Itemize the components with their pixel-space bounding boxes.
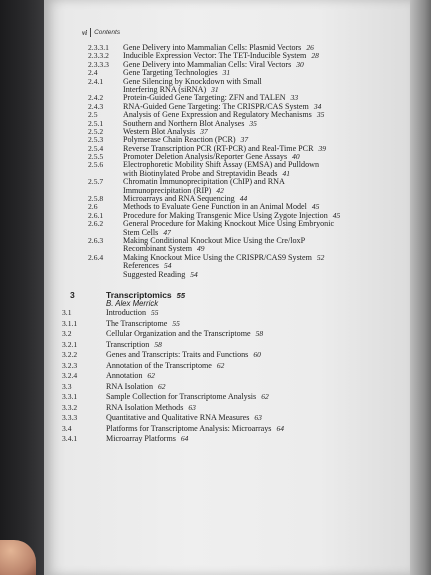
- toc-entry: 2.6.2 General Procedure for Making Knockout Mice Using Embryonic: [88, 219, 335, 229]
- toc-entry: 2.3.3.2 Inducible Expression Vector: The TET-Inducible System 28: [88, 51, 319, 61]
- running-header: [82, 28, 120, 37]
- toc-entry: 2.6.1 Procedure for Making Transgenic Mice Using Zygote Injection 45: [88, 210, 341, 220]
- toc-entry: 3.2.3 Annotation of the Transcriptome 62: [62, 360, 225, 370]
- toc-entry: 3.2 Cellular Organization and the Transcriptome 58: [62, 329, 264, 339]
- chapter-title: Transcriptomics: [106, 289, 172, 300]
- header-divider: [90, 28, 91, 37]
- toc-entry: 2.6 Methods to Evaluate Gene Function in an Animal Model 45: [88, 202, 320, 212]
- toc-entry: 2.5.8 Microarrays and RNA Sequencing 44: [88, 194, 248, 204]
- running-title: Contents: [94, 29, 121, 36]
- book-spine: [0, 0, 44, 575]
- toc-entry: 3.2.1 Transcription 58: [62, 339, 162, 349]
- toc-entry: Suggested Reading 54: [123, 269, 198, 279]
- toc-entry: 2.3.3.3 Gene Delivery into Mammalian Cells: Viral Vectors 30: [88, 59, 304, 69]
- toc-entry: 2.3.3.1 Gene Delivery into Mammalian Cells: Plasmid Vectors 26: [88, 43, 314, 52]
- toc-entry: Immunoprecipitation (RIP) 42: [123, 185, 224, 195]
- page-edge: [410, 0, 431, 575]
- toc-entry: 2.5.4 Reverse Transcription PCR (RT-PCR) and Real-Time PCR 39: [88, 143, 326, 153]
- toc-entry: 3.4 Platforms for Transcriptome Analysis: Microarrays 64: [62, 423, 284, 433]
- toc-entry: 3.3.3 Quantitative and Qualitative RNA Measures 63: [62, 413, 262, 423]
- toc-entry: 3.2.4 Annotation 62: [62, 371, 155, 381]
- toc-entry: 2.4.3 RNA-Guided Gene Targeting: The CRISPR/CAS System 34: [88, 101, 322, 111]
- toc-entry: Recombinant System 49: [123, 244, 205, 254]
- table-of-contents: [44, 44, 410, 445]
- toc-entry: 2.5.7 Chromatin Immunoprecipitation (ChIP) and RNA: [88, 177, 285, 187]
- toc-entry: 3.3.2 RNA Isolation Methods 63: [62, 402, 196, 412]
- toc-entry: with Biotinylated Probe and Streptavidin Beads 41: [123, 168, 290, 178]
- toc-entry: 3.3 RNA Isolation 62: [62, 381, 166, 391]
- toc-entry: 3.4.1 Microarray Platforms 64: [62, 434, 189, 444]
- chapter-page: 55: [176, 290, 186, 300]
- toc-entry: Interfering RNA (siRNA) 31: [123, 84, 219, 94]
- toc-entry: 2.6.4 Making Knockout Mice Using the CRISPR/CAS9 System 52: [88, 252, 325, 262]
- toc-entry: 3.1 Introduction 55: [62, 308, 159, 318]
- chapter-author: B. Alex Merrick: [106, 298, 159, 308]
- toc-entry: References 54: [123, 261, 172, 271]
- toc-entry: 2.6.3 Making Conditional Knockout Mice Using the Cre/loxP: [88, 235, 306, 245]
- chapter-number: 3: [70, 289, 75, 300]
- page-number: vi: [82, 28, 88, 37]
- toc-entry: 3.3.1 Sample Collection for Transcriptome Analysis 62: [62, 392, 269, 402]
- toc-entry: 2.5.1 Southern and Northern Blot Analyses 35: [88, 118, 257, 128]
- toc-entry: 2.5.5 Promoter Deletion Analysis/Reporter Gene Assays 40: [88, 152, 300, 162]
- toc-entry: 2.4.2 Protein-Guided Gene Targeting: ZFN and TALEN 33: [88, 93, 299, 103]
- toc-entry: 2.5.6 Electrophoretic Mobility Shift Assay (EMSA) and Pulldown: [88, 160, 320, 170]
- toc-entry: 2.5 Analysis of Gene Expression and Regulatory Mechanisms 35: [88, 110, 325, 120]
- toc-entry: 3.1.1 The Transcriptome 55: [62, 318, 180, 328]
- toc-entry: 2.5.2 Western Blot Analysis 37: [88, 126, 208, 136]
- chapter-heading: [44, 290, 410, 300]
- book-page: [44, 0, 410, 575]
- toc-entry: 2.4 Gene Targeting Technologies 31: [88, 68, 231, 78]
- toc-entry: 2.4.1 Gene Silencing by Knockdown with Small: [88, 76, 262, 86]
- toc-entry: Stem Cells 47: [123, 227, 171, 237]
- toc-entry: 2.5.3 Polymerase Chain Reaction (PCR) 37: [88, 135, 249, 145]
- toc-entry: 3.2.2 Genes and Transcripts: Traits and Functions 60: [62, 350, 261, 360]
